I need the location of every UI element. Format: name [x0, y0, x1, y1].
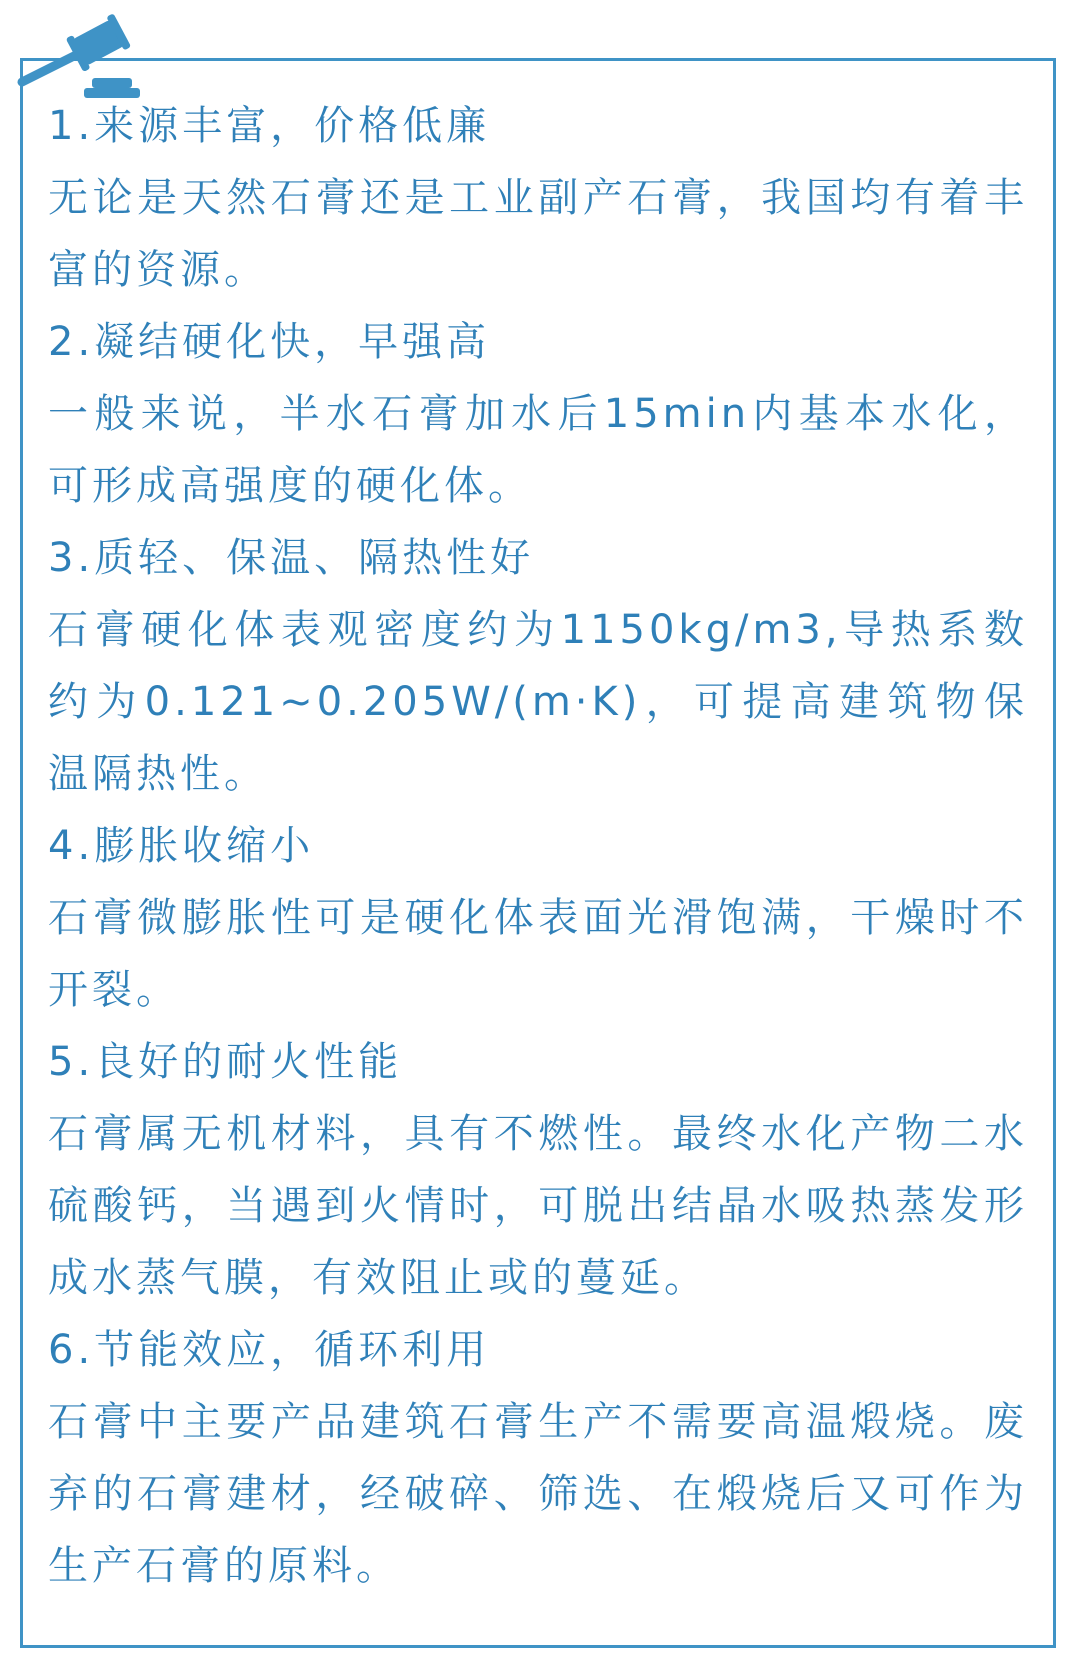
section-4-body: 石膏微膨胀性可是硬化体表面光滑饱满，干燥时不开裂。 [48, 895, 1028, 1013]
section-5-title: 5.良好的耐火性能 [48, 1039, 403, 1085]
section-6-body: 石膏中主要产品建筑石膏生产不需要高温煅烧。废弃的石膏建材，经破碎、筛选、在煅烧后又可作为生产石膏的原料。 [48, 1399, 1028, 1589]
section-3-title: 3.质轻、保温、隔热性好 [48, 535, 535, 581]
section-2-body: 一般来说，半水石膏加水后15min内基本水化，可形成高强度的硬化体。 [48, 391, 1028, 509]
section-4-title: 4.膨胀收缩小 [48, 823, 315, 869]
section-3-body: 石膏硬化体表观密度约为1150kg/m3,导热系数约为0.121~0.205W/(m·K)，可提高建筑物保温隔热性。 [48, 607, 1028, 797]
section-2-title: 2.凝结硬化快，早强高 [48, 319, 491, 365]
document-body [48, 90, 1028, 1602]
section-6-title: 6.节能效应，循环利用 [48, 1327, 491, 1373]
section-5-body: 石膏属无机材料，具有不燃性。最终水化产物二水硫酸钙，当遇到火情时，可脱出结晶水吸热蒸发形成水蒸气膜，有效阻止或的蔓延。 [48, 1111, 1028, 1301]
section-1-body: 无论是天然石膏还是工业副产石膏，我国均有着丰富的资源。 [48, 175, 1028, 293]
section-1-title: 1.来源丰富，价格低廉 [48, 103, 491, 149]
